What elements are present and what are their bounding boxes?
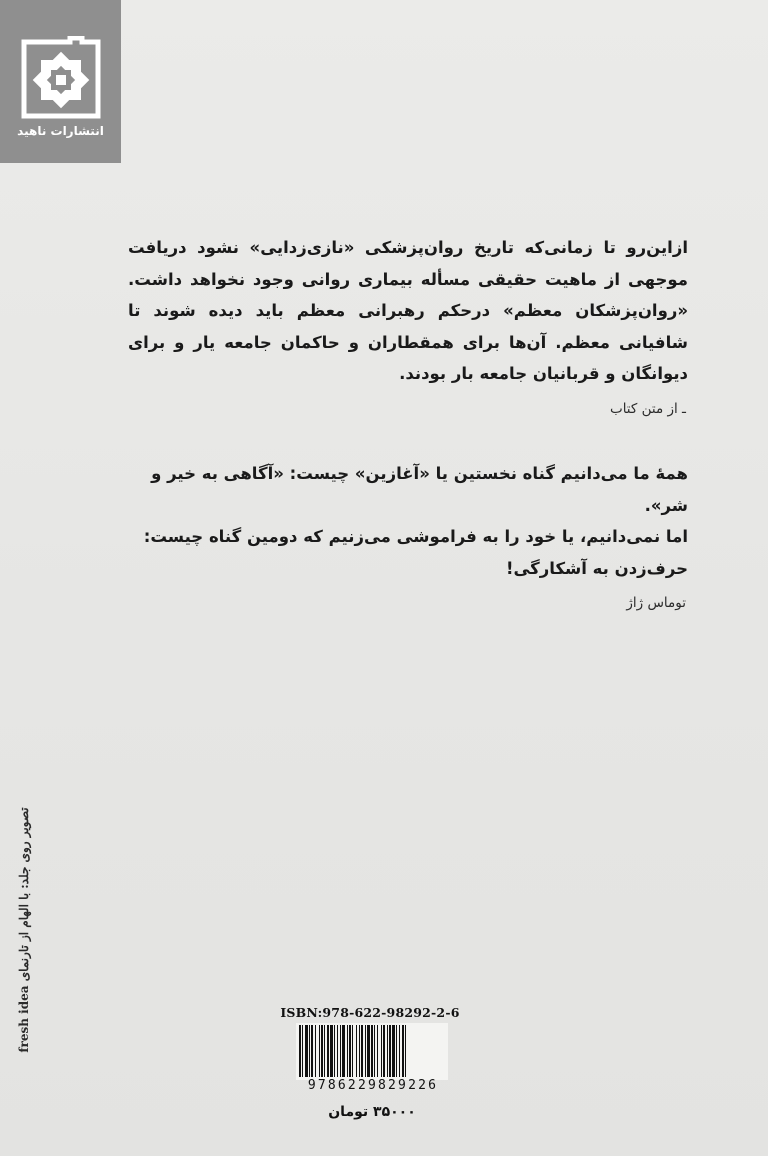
excerpt-block-1	[128, 232, 688, 390]
star-book-logo-icon	[12, 36, 109, 120]
barcode-digits: 9786229829226	[307, 1078, 439, 1093]
price-label: ۳۵۰۰۰ تومان	[328, 1104, 416, 1120]
quote-paragraph-2: اما نمی‌دانیم، یا خود را به فراموشی می‌زنیم که دومین گناه چیست: حرف‌زدن به آشکارگی!	[143, 527, 688, 578]
isbn-label: ISBN:978-622-98292-2-6	[280, 1005, 460, 1020]
cover-image-credit	[10, 760, 38, 1100]
excerpt-block-2	[128, 458, 688, 584]
quote-attribution: توماس ژاژ	[626, 595, 686, 611]
excerpt-attribution: ـ از متن کتاب	[609, 401, 686, 417]
publisher-logo-block	[0, 0, 121, 163]
publisher-name: انتشارات ناهید	[17, 124, 104, 138]
quote-paragraph-1: همهٔ ما می‌دانیم گناه نخستین یا «آغازین» چیست: «آگاهی به خیر و شر».	[151, 464, 688, 515]
cover-image-credit-text: تصویر روی جلد: با الهام از تارنمای fresh idea	[17, 807, 31, 1053]
barcode-icon	[296, 1023, 448, 1080]
excerpt-paragraph: ازاین‌رو تا زمانی‌که تاریخ روان‌پزشکی «نازی‌زدایی» نشود دریافت موجهی از ماهیت حقیقی مسأله بیماری روانی وجود نخواهد داشت. «روان‌پزشکان معظم» درحکم رهبرانی معظم باید دیده شوند تا شافیانی معظم. آن‌ها برای همقطاران و حاکمان جامعه یار و برای دیوانگان و قربانیان جامعه بار بودند.	[128, 238, 688, 383]
